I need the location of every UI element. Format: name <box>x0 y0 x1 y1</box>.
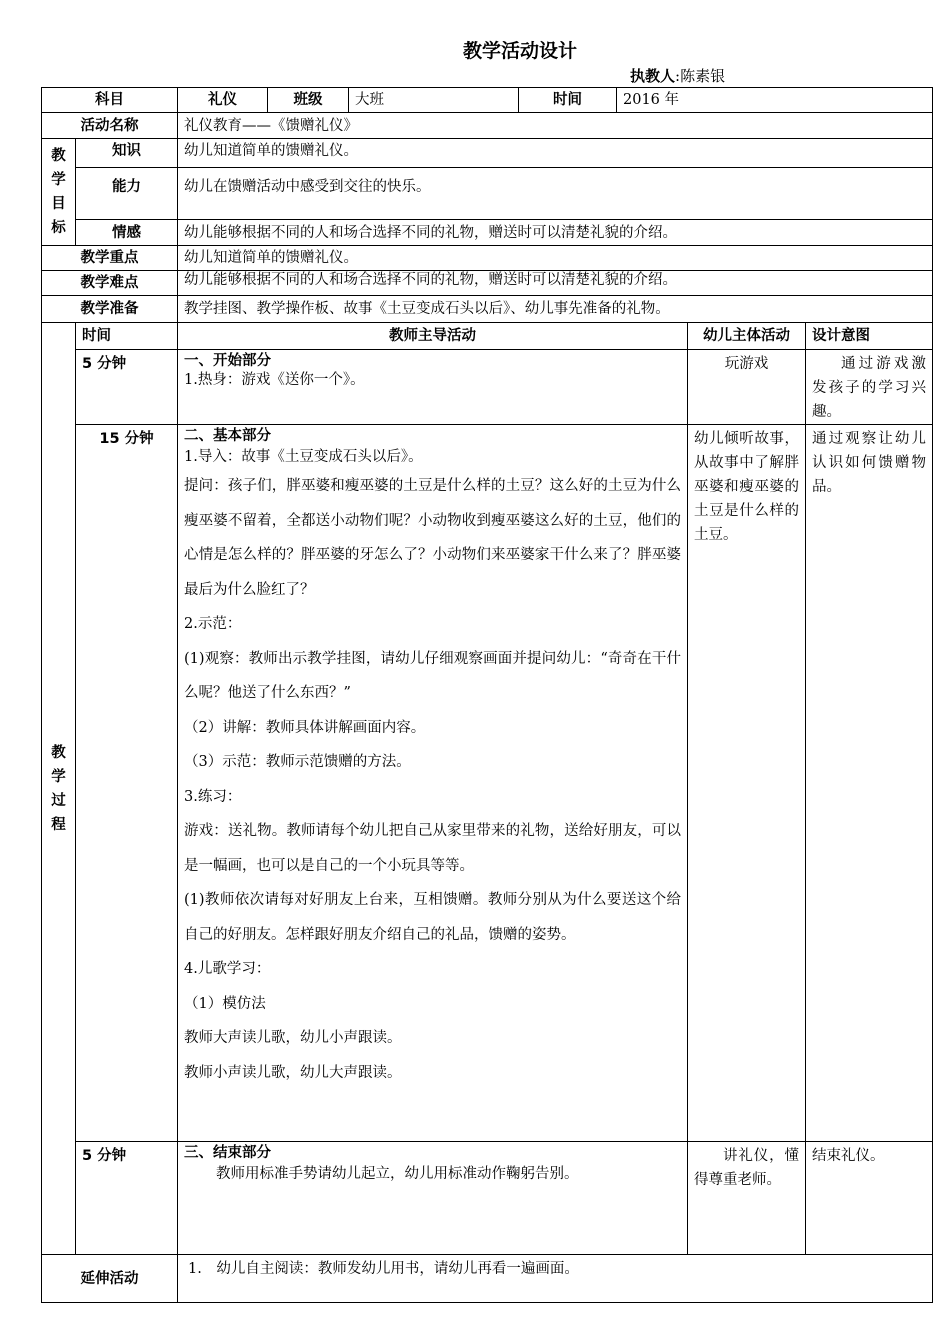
header-intent: 设计意图 <box>806 323 933 350</box>
activity-value: 礼仪教育——《馈赠礼仪》 <box>178 113 933 139</box>
header-child: 幼儿主体活动 <box>688 323 806 350</box>
emotion-value: 幼儿能够根据不同的人和场合选择不同的礼物，赠送时可以清楚礼貌的介绍。 <box>178 220 933 246</box>
basic-line: 3.练习： <box>184 788 242 805</box>
page-title: 教学活动设计 <box>462 40 577 62</box>
teacher-label: 执教人 <box>630 67 676 85</box>
time-label: 时间 <box>519 88 617 113</box>
class-label: 班级 <box>268 88 349 113</box>
subject-value: 礼仪 <box>178 88 268 113</box>
header-teacher: 教师主导活动 <box>178 323 688 350</box>
stage-end-line: 教师用标准手势请幼儿起立，幼儿用标准动作鞠躬告别。 <box>216 1166 579 1182</box>
focus-value: 幼儿知道简单的馈赠礼仪。 <box>178 246 933 271</box>
extension-value: 1. 幼儿自主阅读：教师发幼儿用书，请幼儿再看一遍画面。 <box>178 1255 933 1303</box>
stage-basic-time: 15 分钟 <box>76 425 178 1142</box>
basic-line: 4.儿歌学习： <box>184 961 271 977</box>
goal-ability-row <box>42 168 933 220</box>
class-value: 大班 <box>349 88 519 113</box>
process-header-row <box>42 323 933 350</box>
prep-value: 教学挂图、教学操作板、故事《土豆变成石头以后》、幼儿事先准备的礼物。 <box>178 296 933 323</box>
emotion-label: 情感 <box>76 220 178 246</box>
activity-label: 活动名称 <box>42 113 178 139</box>
extension-row <box>42 1255 933 1303</box>
stage-start-row <box>42 350 933 425</box>
stage-end-child: 讲礼仪，懂得尊重老师。 <box>688 1142 806 1255</box>
stage-start-time: 5 分钟 <box>76 350 178 425</box>
info-row <box>42 88 933 113</box>
stage-basic-intent: 通过观察让幼儿认识如何馈赠物品。 <box>806 425 933 1142</box>
stage-start-content <box>178 350 688 425</box>
subject-label: 科目 <box>42 88 178 113</box>
teacher-name: :陈素银 <box>675 67 726 85</box>
prep-row <box>42 296 933 323</box>
stage-basic-child: 幼儿倾听故事，从故事中了解胖巫婆和瘦巫婆的土豆是什么样的土豆。 <box>688 425 806 1142</box>
knowledge-label: 知识 <box>76 139 178 168</box>
stage-start-child: 玩游戏 <box>688 350 806 425</box>
difficulty-label: 教学难点 <box>42 271 178 296</box>
ability-label: 能力 <box>76 168 178 220</box>
goals-label: 教 学 目 标 <box>42 139 76 246</box>
stage-end-row <box>42 1142 933 1255</box>
stage-start-line: 1.热身：游戏《送你一个》。 <box>184 372 365 388</box>
stage-start-intent: 通过游戏激发孩子的学习兴趣。 <box>806 350 933 425</box>
focus-row <box>42 246 933 271</box>
stage-end-heading: 三、结束部分 <box>184 1145 271 1161</box>
stage-basic-content <box>178 425 688 1142</box>
basic-line: （2）讲解：教师具体讲解画面内容。 <box>184 719 426 736</box>
basic-line: 教师小声读儿歌，幼儿大声跟读。 <box>184 1064 402 1081</box>
basic-line: 提问：孩子们，胖巫婆和瘦巫婆的土豆是什么样的土豆？这么好的土豆为什么瘦巫婆不留着，全都送小动物们呢？小动物收到瘦巫婆这么好的土豆，他们的心情是怎么样的？胖巫婆的牙怎么了？小动物们来巫婆家干什么来了？胖巫婆最后为什么脸红了？ <box>184 478 681 598</box>
focus-label: 教学重点 <box>42 246 178 271</box>
lesson-plan-table <box>41 87 933 1303</box>
header-time: 时间 <box>76 323 178 350</box>
time-value: 2016 年 <box>617 88 933 113</box>
extension-label: 延伸活动 <box>42 1255 178 1303</box>
goal-knowledge-row <box>42 139 933 168</box>
stage-end-content <box>178 1142 688 1255</box>
basic-line: 游戏：送礼物。教师请每个幼儿把自己从家里带来的礼物，送给好朋友，可以是一幅画，也可以是自己的一个小玩具等等。 <box>184 823 681 874</box>
basic-line: 1.导入：故事《土豆变成石头以后》。 <box>184 449 423 465</box>
basic-line: （1）模仿法 <box>184 995 266 1012</box>
difficulty-row <box>42 271 933 296</box>
goal-emotion-row <box>42 220 933 246</box>
basic-line: 教师大声读儿歌，幼儿小声跟读。 <box>184 1030 402 1046</box>
stage-basic-heading: 二、基本部分 <box>184 428 271 444</box>
teacher-line <box>630 65 725 86</box>
knowledge-value: 幼儿知道简单的馈赠礼仪。 <box>178 139 933 168</box>
basic-line: 2.示范： <box>184 616 242 632</box>
basic-line: (1)观察：教师出示教学挂图，请幼儿仔细观察画面并提问幼儿：“奇奇在干什么呢？他送了什么东西？” <box>184 650 681 701</box>
basic-line: （3）示范：教师示范馈赠的方法。 <box>184 754 411 770</box>
stage-end-intent: 结束礼仪。 <box>806 1142 933 1255</box>
stage-basic-row <box>42 425 933 1142</box>
basic-line: (1)教师依次请每对好朋友上台来，互相馈赠。教师分别从为什么要送这个给自己的好朋友。怎样跟好朋友介绍自己的礼品，馈赠的姿势。 <box>184 892 681 943</box>
difficulty-value: 幼儿能够根据不同的人和场合选择不同的礼物，赠送时可以清楚礼貌的介绍。 <box>178 271 933 296</box>
stage-end-time: 5 分钟 <box>76 1142 178 1255</box>
ability-value: 幼儿在馈赠活动中感受到交往的快乐。 <box>178 168 933 220</box>
stage-start-heading: 一、开始部分 <box>184 353 271 369</box>
activity-row <box>42 113 933 139</box>
process-label: 教 学 过 程 <box>42 323 76 1255</box>
prep-label: 教学准备 <box>42 296 178 323</box>
